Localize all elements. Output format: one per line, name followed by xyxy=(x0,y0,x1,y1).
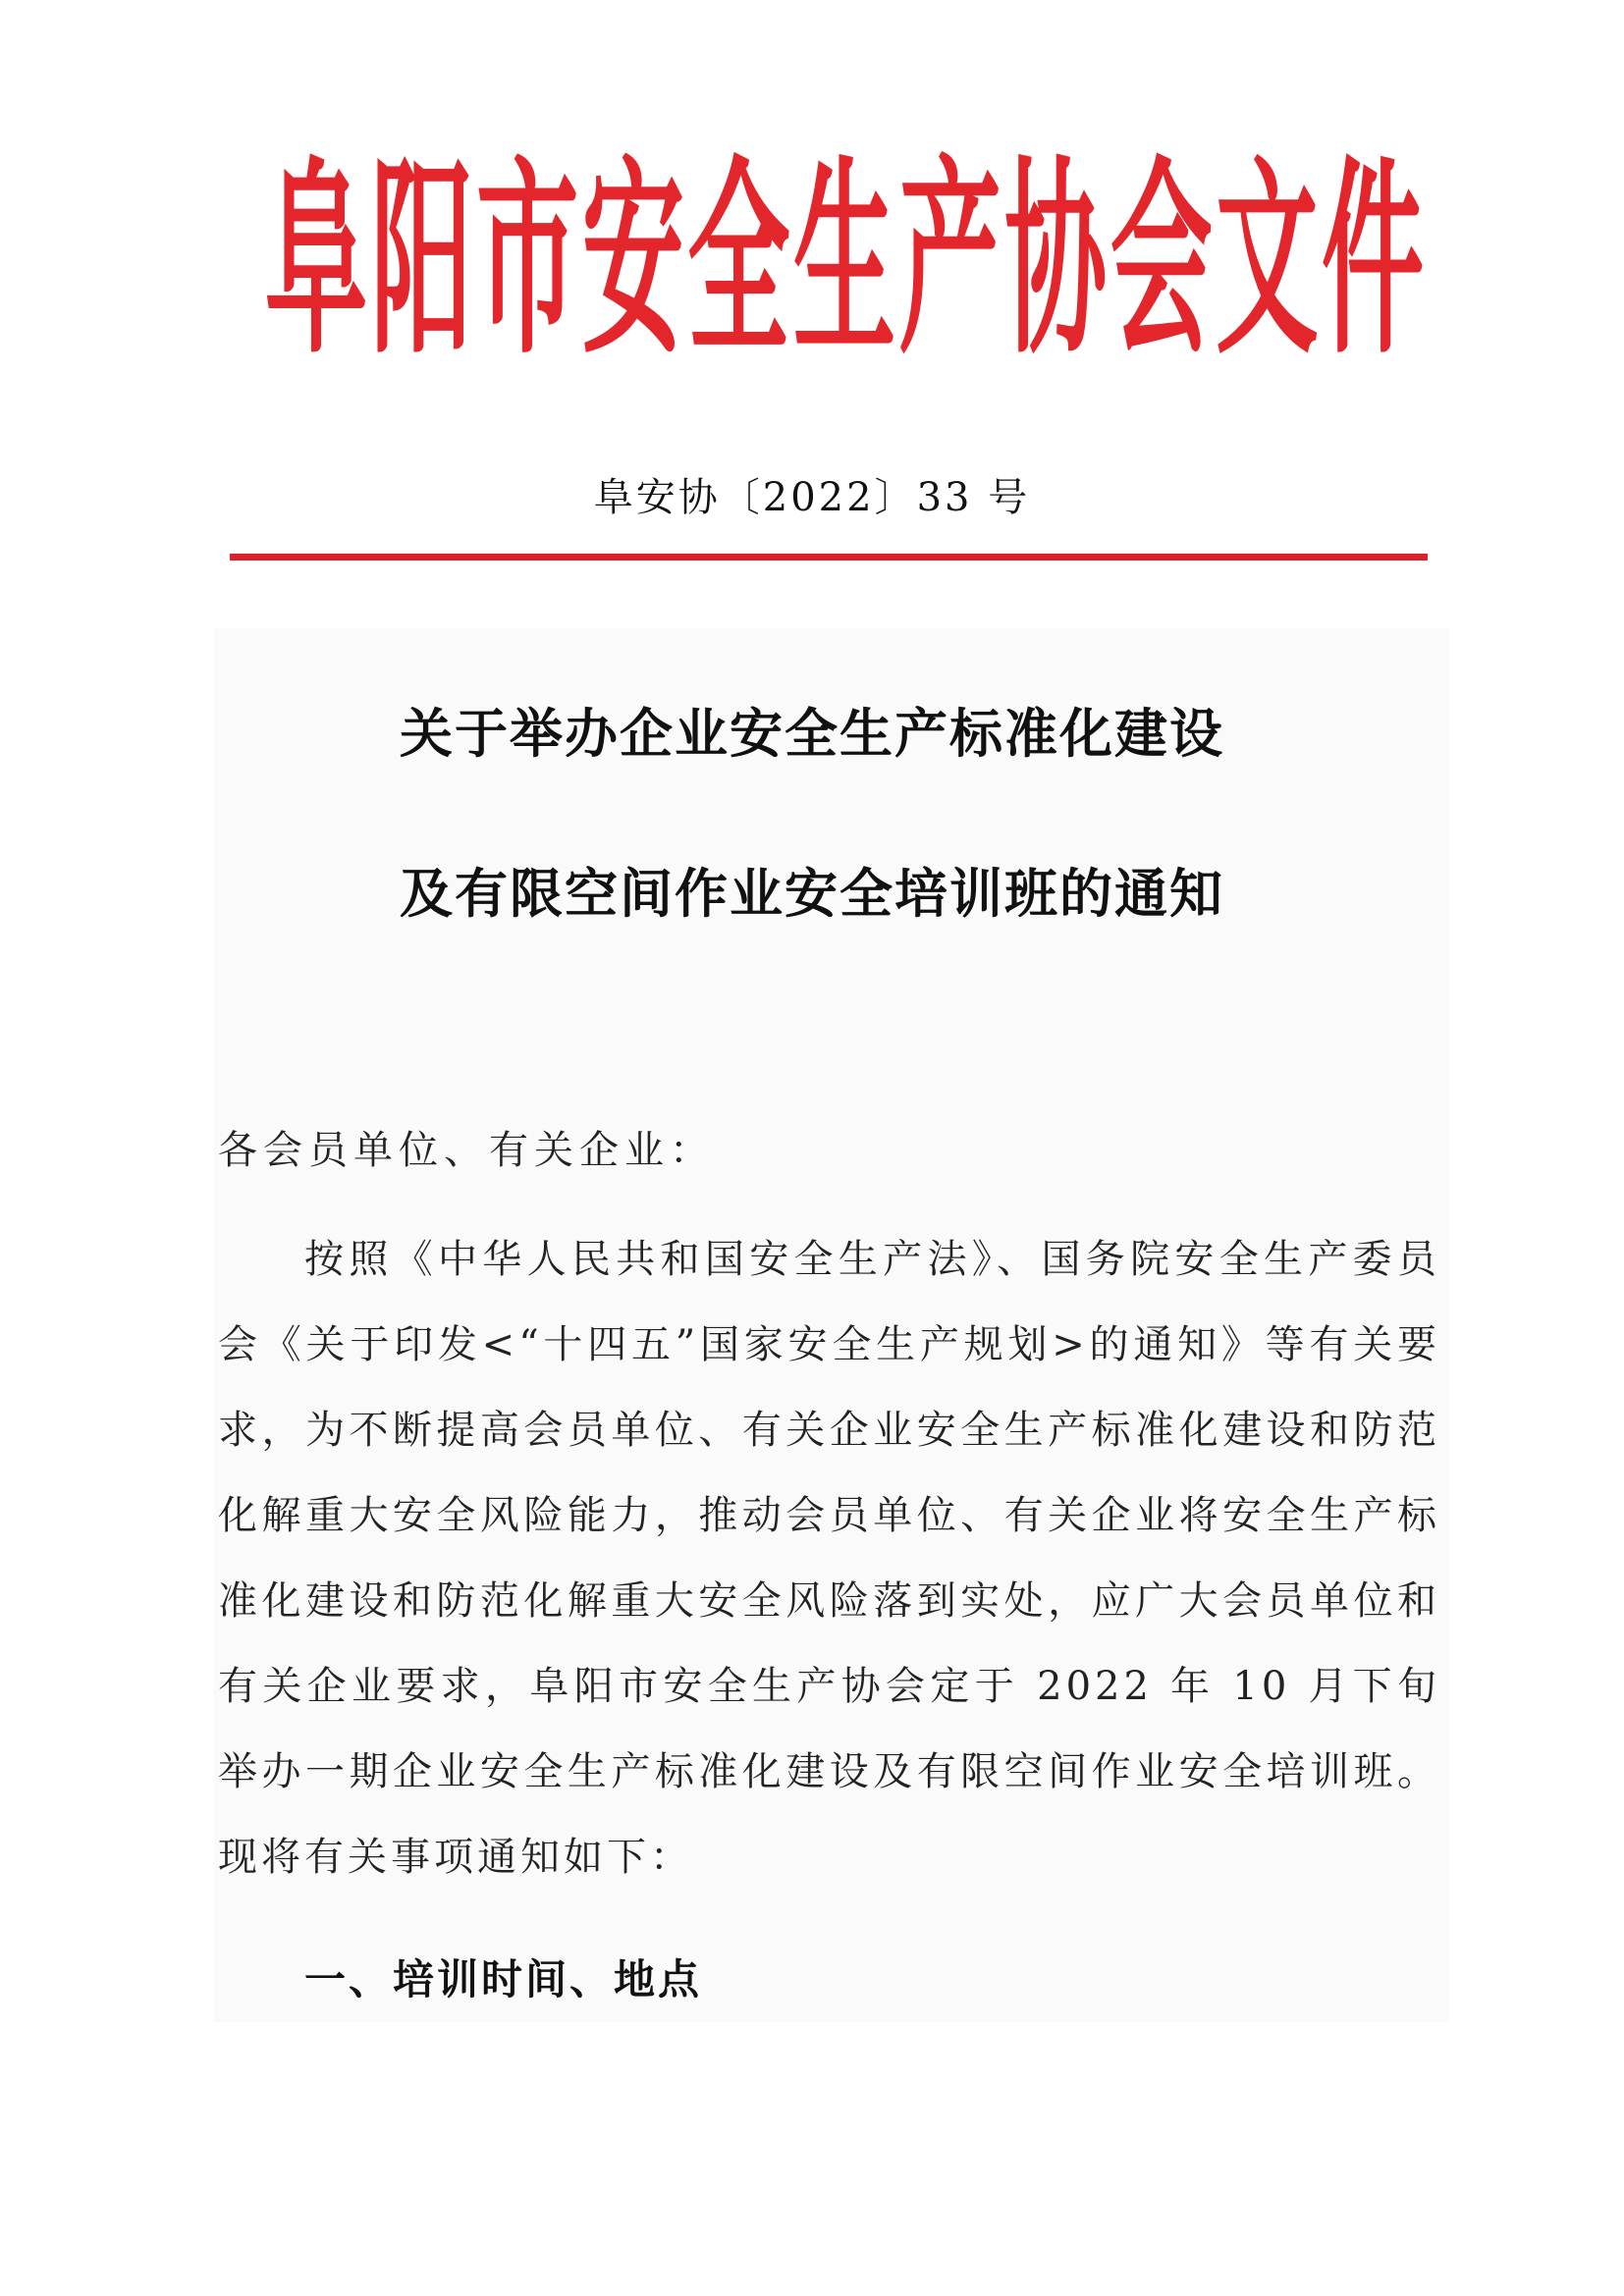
document-number: 阜安协〔2022〕33 号 xyxy=(593,475,1031,520)
salutation: 各会员单位、有关企业： xyxy=(218,1128,715,1173)
masthead-char: 全 xyxy=(687,136,790,384)
masthead-char: 件 xyxy=(1321,136,1424,384)
masthead-char: 阜 xyxy=(265,136,368,384)
masthead-char: 产 xyxy=(898,136,1001,384)
notice-title-line-1: 关于举办企业安全生产标准化建设 xyxy=(400,703,1224,765)
masthead-title xyxy=(265,136,1424,384)
masthead-char: 生 xyxy=(792,136,895,384)
masthead-char: 协 xyxy=(1004,136,1108,384)
masthead-char: 阳 xyxy=(370,136,473,384)
body-paragraph: 按照《中华人民共和国安全生产法》、国务院安全生产委员会《关于印发<“十四五”国家安全生产规划>的通知》等有关要求，为不断提高会员单位、有关企业安全生产标准化建设和防范化解重大安全风险能力，推动会员单位、有关企业将安全生产标准化建设和防范化解重大安全风险落到实处，应广大会员单位和有关企业要求，阜阳市安全生产协会定于 2022 年 10 月下旬举办一期企业安全生产标准化建设及有限空间作业安全培训班。现将有关事项通知如下： xyxy=(218,1237,1440,1880)
section-heading-1: 一、培训时间、地点 xyxy=(304,1955,703,2003)
masthead-char: 安 xyxy=(581,136,684,384)
notice-title-line-2: 及有限空间作业安全培训班的通知 xyxy=(400,863,1224,925)
masthead-char: 文 xyxy=(1216,136,1319,384)
masthead-char: 市 xyxy=(476,136,579,384)
red-separator-line xyxy=(230,554,1428,561)
masthead-char: 会 xyxy=(1110,136,1213,384)
